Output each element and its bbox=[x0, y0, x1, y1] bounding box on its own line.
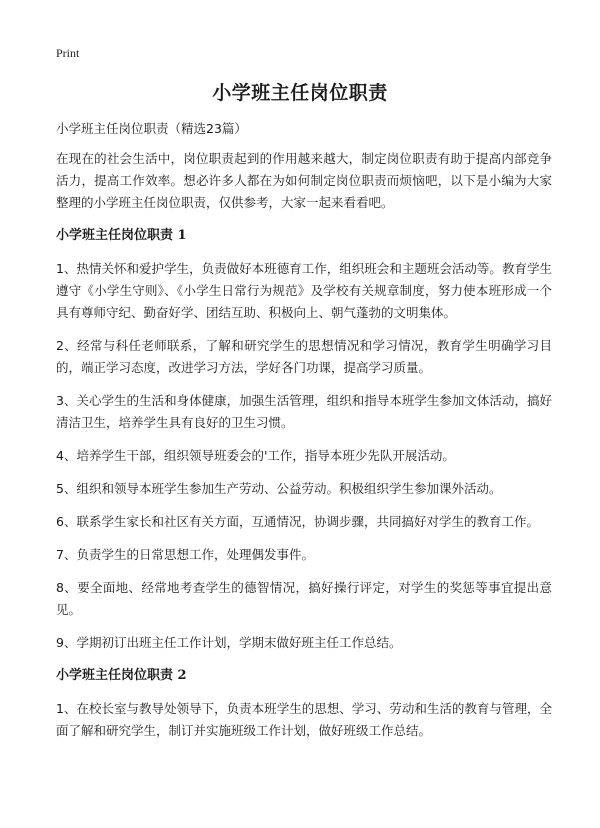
list-item: 6、联系学生家长和社区有关方面，互通情况，协调步骤，共同搞好对学生的教育工作。 bbox=[56, 514, 539, 529]
list-item: 5、组织和领导本班学生参加生产劳动、公益劳动。积极组织学生参加课外活动。 bbox=[56, 481, 502, 496]
list-item: 2、经常与科任老师联系，了解和研究学生的思想情况和学习情况，教育学生明确学习目的，端正学习态度，改进学习方法，学好各门功课，提高学习质量。 bbox=[56, 338, 552, 375]
section-heading-1: 小学班主任岗位职责 1 bbox=[56, 228, 187, 243]
list-item: 8、要全面地、经常地考查学生的德智情况，搞好操行评定，对学生的奖惩等事宜提出意见。 bbox=[56, 580, 552, 617]
list-item: 9、学期初订出班主任工作计划，学期末做好班主任工作总结。 bbox=[56, 635, 402, 650]
article-body bbox=[56, 118, 552, 753]
print-link[interactable]: Print bbox=[56, 46, 80, 60]
intro-paragraph: 在现在的社会生活中，岗位职责起到的作用越来越大，制定岗位职责有助于提高内部竞争活力，提高工作效率。想必许多人都在为如何制定岗位职责而烦恼吧，以下是小编为大家整理的小学班主任岗位职责，仅供参考，大家一起来看看吧。 bbox=[56, 151, 552, 210]
page-title: 小学班主任岗位职责 bbox=[212, 82, 388, 104]
list-item: 7、负责学生的日常思想工作，处理偶发事件。 bbox=[56, 547, 314, 562]
list-item: 4、培养学生干部，组织领导班委会的'工作，指导本班少先队开展活动。 bbox=[56, 448, 455, 463]
section-heading-2: 小学班主任岗位职责 2 bbox=[56, 668, 187, 683]
article-subtitle: 小学班主任岗位职责（精选23篇） bbox=[56, 121, 247, 136]
list-item: 1、热情关怀和爱护学生，负责做好本班德育工作，组织班会和主题班会活动等。教育学生遵守《小学生守则》、《小学生日常行为规范》及学校有关规章制度，努力使本班形成一个具有尊师守纪、勤奋好学、团结互助、积极向上、朝气蓬勃的文明集体。 bbox=[56, 261, 552, 320]
list-item: 3、关心学生的生活和身体健康，加强生活管理，组织和指导本班学生参加文体活动，搞好清洁卫生，培养学生具有良好的卫生习惯。 bbox=[56, 393, 552, 430]
list-item: 1、在校长室与教导处领导下，负责本班学生的思想、学习、劳动和生活的教育与管理，全面了解和研究学生，制订并实施班级工作计划，做好班级工作总结。 bbox=[56, 701, 552, 738]
